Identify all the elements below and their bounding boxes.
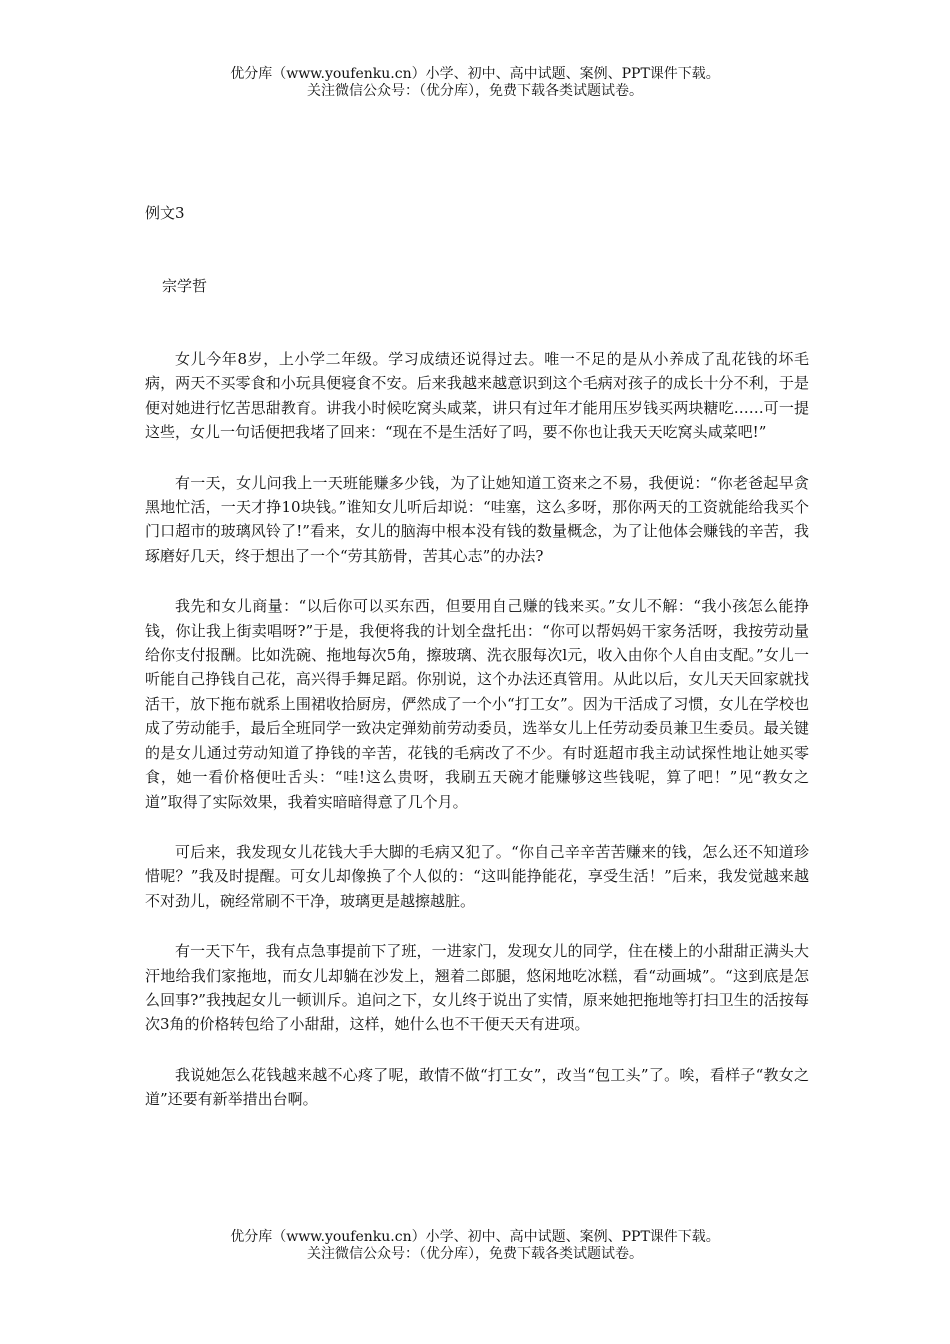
author-name: 宗学哲 <box>162 277 208 295</box>
article-body <box>145 347 809 1138</box>
footer-line-1: 优分库（www.youfenku.cn）小学、初中、高中试题、案例、PPT课件下载。 <box>230 1229 720 1245</box>
paragraph: 有一天下午，我有点急事提前下了班，一进家门，发现女儿的同学，住在楼上的小甜甜正满头大汗地给我们家拖地，而女儿却躺在沙发上，翘着二郎腿，悠闲地吃冰糕，看“动画城”。“这到底是怎么回事?”我拽起女儿一顿训斥。追问之下，女儿终于说出了实情，原来她把拖地等打扫卫生的活按每次3角的价格转包给了小甜甜，这样，她什么也不干便天天有进项。 <box>145 942 809 1034</box>
paragraph: 有一天，女儿问我上一天班能赚多少钱，为了让她知道工资来之不易，我便说：“你老爸起早贪黑地忙活，一天才挣10块钱。”谁知女儿听后却说：“哇塞，这么多呀，那你两天的工资就能给我买个门口超市的玻璃风铃了!”看来，女儿的脑海中根本没有钱的数量概念，为了让他体会赚钱的辛苦，我琢磨好几天，终于想出了一个“劳其筋骨，苦其心志”的办法? <box>145 473 809 565</box>
paragraph: 女儿今年8岁，上小学二年级。学习成绩还说得过去。唯一不足的是从小养成了乱花钱的坏毛病，两天不买零食和小玩具便寝食不安。后来我越来越意识到这个毛病对孩子的成长十分不利，于是便对她进行忆苦思甜教育。讲我小时候吃窝头咸菜，讲只有过年才能用压岁钱买两块糖吃……可一提这些，女儿一句话便把我堵了回来：“现在不是生活好了吗，要不你也让我天天吃窝头咸菜吧!” <box>145 350 809 442</box>
paragraph: 我说她怎么花钱越来越不心疼了呢，敢情不做“打工女”，改当“包工头”了。唉，看样子“教女之道”还要有新举措出台啊。 <box>145 1065 809 1109</box>
paragraph: 我先和女儿商量：“以后你可以买东西，但要用自己赚的钱来买。”女儿不解：“我小孩怎么能挣钱，你让我上街卖唱呀?”于是，我便将我的计划全盘托出：“你可以帮妈妈干家务活呀，我按劳动量给你支付报酬。比如洗碗、拖地每次5角，擦玻璃、洗衣服每次l元，收入由你个人自由支配。”女儿一听能自己挣钱自己花，高兴得手舞足蹈。你别说，这个办法还真管用。从此以后，女儿天天回家就找活干，放下拖布就系上围裙收拾厨房，俨然成了一个小“打工女”。因为干活成了习惯，女儿在学校也成了劳动能手，最后全班同学一致决定弹劾前劳动委员，选举女儿上任劳动委员兼卫生委员。最关键的是女儿通过劳动知道了挣钱的辛苦，花钱的毛病改了不少。有时逛超市我主动试探性地让她买零食，她一看价格便吐舌头：“哇!这么贵呀，我刷五天碗才能赚够这些钱呢，算了吧！”见“教女之道”取得了实际效果，我着实暗暗得意了几个月。 <box>145 597 809 811</box>
footer-line-2: 关注微信公众号：（优分库），免费下载各类试题试卷。 <box>307 1246 643 1262</box>
document-label: 例文3 <box>145 204 185 222</box>
page-header <box>0 66 950 100</box>
paragraph: 可后来，我发现女儿花钱大手大脚的毛病又犯了。“你自己辛辛苦苦赚来的钱，怎么还不知道珍惜呢？”我及时提醒。可女儿却像换了个人似的：“这叫能挣能花，享受生活！”后来，我发觉越来越不对劲儿，碗经常刷不干净，玻璃更是越擦越脏。 <box>145 842 809 910</box>
header-line-2: 关注微信公众号：（优分库），免费下载各类试题试卷。 <box>307 83 643 99</box>
header-line-1: 优分库（www.youfenku.cn）小学、初中、高中试题、案例、PPT课件下载。 <box>230 66 720 82</box>
page-footer <box>0 1229 950 1263</box>
